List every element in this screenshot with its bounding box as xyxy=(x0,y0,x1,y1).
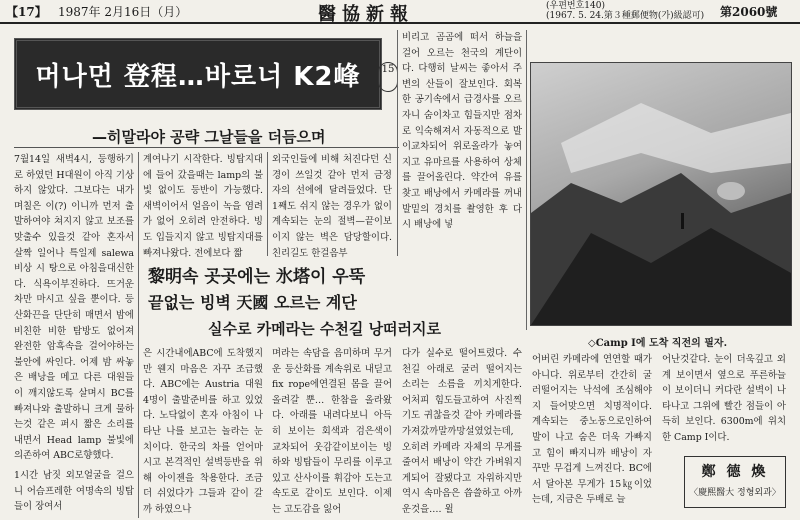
divider xyxy=(14,147,399,148)
mountain-photo-image xyxy=(531,63,791,325)
column-rule xyxy=(526,30,527,330)
headline-3: 실수로 카메라는 수천길 낭떠러지로 xyxy=(208,320,442,338)
body-column-3: 외국인들에 비해 처진다던 신경이 쓰일것 같아 먼저 금정자의 선에에 달려들었다. 단 1째도 쉬지 않는 경우가 없이 계속되는 눈의 절벽—끝이보이지 않는 벽은 담당할이다. 친리길도 한걸음부 xyxy=(272,154,392,259)
body-column-2: 계여나기 시작한다. 빙탑지대에 들어 갔을때는 lamp의 불빛 없이도 등반이 가능했다. 새벽이어서 얼음이 녹을 염려가 없어 오히려 안전하다. 빙도 입들지지 않고 빙탑지대를 빠져나왔다. 전에보다 짧 xyxy=(143,154,263,259)
body-column-9: 어난것같다. 눈이 더욱깊고 외계 보이면서 옆으로 푸른하늘이 보이더니 커다란 설벽이 나타나고 그위에 빨간 점들이 아득히 보인다. 6300m에 위치한 Camp Ⅰ이다. xyxy=(662,354,786,443)
body-column-8: 어버린 카메라에 연연할 때가아니다. 위로부터 간간히 굴러떨어지는 낙석에 조심해야지 들어맞으면 치명적이다. 계속되는 중노동으로인하여 발이 나고 숨은 더욱 가빠지고 힘이 빠지니까 배낭이 자꾸만 무겁게 느껴진다. BC에서 달아본 무게가 15㎏이었는데, 지금은 두배로 늘 xyxy=(532,354,652,506)
author-affiliation: 〈慶熙醫大 정형외과〉 xyxy=(689,488,781,498)
article-title: 머나먼 登程…바로너 K2峰 xyxy=(35,61,361,92)
author-box xyxy=(684,456,786,508)
issue-date: 1987年 2月16日（月） xyxy=(58,5,188,19)
photo-climber-camp1 xyxy=(530,62,792,326)
column-rule xyxy=(397,30,398,256)
body-column-5: 은 시간내에ABC에 도착했지만 웬지 마음은 자꾸 조급했다. ABC에는 Austria 대원 4명이 출발준비를 하고 있었다. 노닥없이 혼자 아침이 나타난 나를 보고는 놀라는 눈치이다. 한국의 차를 얻어마시고 본격적인 설벽등반을 위해 아이젠을 착용한다. 조금더 쉬었다가 그들과 같이 갈까 하였으나 xyxy=(143,348,263,515)
page-number: 【17】 xyxy=(6,5,47,19)
article-title-box xyxy=(14,38,382,110)
paper-name: 醫協新報 xyxy=(318,4,414,25)
series-number: 15 xyxy=(378,62,398,92)
body-column-6: 며라는 속담을 음미하며 무거운 등산화를 계속위로 내딛고 fix rope에연결된 몸을 끌어 올려갈 뿐… 한참을 올라왔다. 아래를 내려다보니 아득히 보이는 회색과 검은색이 교차되어 웃감같이보이는 빙하와 빙탑들이 무리를 이루고있고 산사이를 휘감아 도는고속도로 같이도 보인다. 이제는 고도감을 잃어 xyxy=(272,348,392,515)
headline-2: 끝없는 빙벽 天國 오르는 계단 xyxy=(148,293,357,312)
author-name: 鄭 德 煥 xyxy=(701,464,769,480)
column-rule xyxy=(138,152,139,518)
body-column-7: 다가 실수로 떨어트렸다. 수천길 아래로 굴러 떨어지는 소리는 소름을 끼치게한다. 어처피 힘도들고하여 사진찍기도 귀찮을것 같아 카메라를 가져갔까말까망설였었는데, 오히려 카메라 자체의 무게를 줄여서 배낭이 약간 가벼워지게되어 잘됐다고 자위하지만 역시 속마음은 씁쓸하고 아까운것을…. 윌 xyxy=(402,348,522,515)
headline-1: 黎明속 곳곳에는 氷塔이 우뚝 xyxy=(148,267,366,287)
body-column-1: 7월14일 새벽4시, 등행하기로 하였던 H대원이 아직 기상하지 않았다. 그보다는 내가 며칠은 이(?) 이니까 먼저 출발하여야 쳐지지 않고 보조를 맞출수 있을것 같아 혼자서 살짝 일어나 특일제 salewa 비상 시 탕으로 아침을대신한다. 식욕이부진하다. 뜨거운 차만 마시고 싶을 뿐이다. 등산화끈을 단단히 매면서 밤에 비친한 비한 탐방도 없어져 완전한 암흑속을 걸어야하는 불안에 싸인다. 어제 밤 싸놓은 배낭을 메고 다른 대원들이 깨지않도록 살며시 BC를 빠져나와 출발하니 크게 물하는것 같은 퍼시 짧은 소리를 내면서 Head lamp 불빛에 의존하여 ABC로향했다. xyxy=(14,154,134,462)
body-column-4: 비리고 곰곰에 떠서 하늘을 걸어 오르는 천국의 계단이다. 다행히 날씨는 좋아서 주변의 산들이 잘보인다. 회복한 공기속에서 급경사를 오르자니 숨이차고 힘들지만 점차로 익숙해져서 자동적으로 발이교차되어 위로올라가 놓여지고 유마르를 사용하여 상체를 끌어올린다. 약간여 유를찾고 배낭에서 카메라를 꺼내 발밑의 경치를 촬영한 후 다시 배낭에 넣 xyxy=(402,32,522,231)
article-subtitle: —히말라야 공략 그날들을 더듬으며 xyxy=(92,128,326,146)
column-rule xyxy=(267,152,268,256)
photo-caption: ◇Camp Ⅰ에 도착 직전의 필자. xyxy=(588,338,728,349)
body-column-1b: 1시간 남짓 외모얼굴을 걸으니 어슴프레한 여명속의 빙탑들이 장여서 xyxy=(14,470,134,513)
issue-number: 第2060號 xyxy=(720,5,778,19)
masthead xyxy=(0,0,800,24)
registration-info: (우편번호140) (1967. 5. 24.第３種郵便物(가)級認可) xyxy=(546,1,705,21)
